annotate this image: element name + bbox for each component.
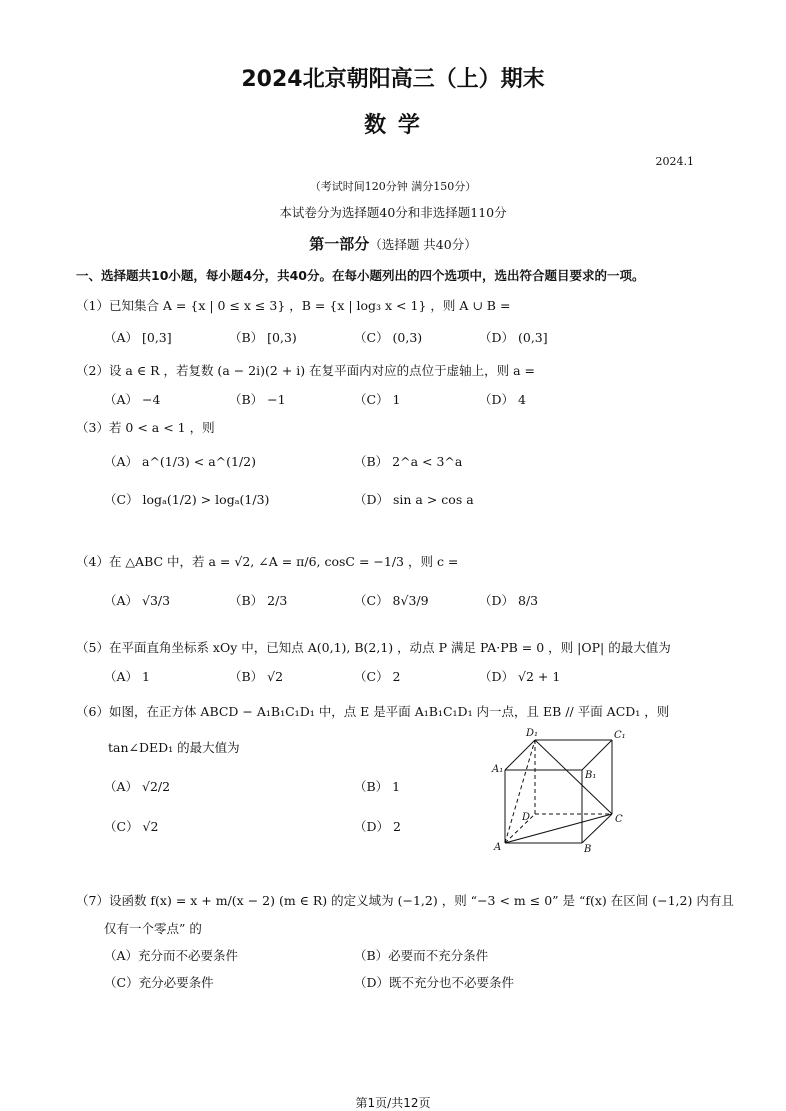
- q3-option-b: （B） 2^a < 3^a: [354, 454, 463, 469]
- q3-option-c: （C） logₐ(1/2) > logₐ(1/3): [104, 492, 270, 507]
- label-a: A: [494, 842, 502, 853]
- q2-option-b: （B） −1: [229, 392, 286, 407]
- q2-option-a: （A） −4: [104, 392, 161, 407]
- edge-b1c1: [582, 740, 612, 770]
- label-d1: D₁: [526, 728, 539, 739]
- question-7-stem-continued: 仅有一个零点” 的: [104, 921, 202, 936]
- q4-option-b: （B） 2/3: [229, 593, 288, 608]
- question-6-stem: （6）如图，在正方体 ABCD − A₁B₁C₁D₁ 中，点 E 是平面 A₁B₁C₁D₁ 内一点，且 EB // 平面 ACD₁ ，则: [76, 704, 670, 719]
- q7-option-a: （A）充分而不必要条件: [104, 948, 239, 963]
- part-subtitle: （选择题 共40分）: [369, 237, 477, 252]
- q1-option-d: （D） (0,3]: [479, 330, 548, 345]
- question-3-stem: （3）若 0 < a < 1 ，则: [76, 420, 215, 435]
- q6-option-d: （D） 2: [354, 819, 401, 834]
- q1-option-b: （B） [0,3): [229, 330, 297, 345]
- page-footer: 第1页/共12页: [355, 1096, 431, 1110]
- q1-option-a: （A） [0,3]: [104, 330, 172, 345]
- q2-option-d: （D） 4: [479, 392, 526, 407]
- label-a1: A₁: [492, 764, 504, 775]
- label-b1: B₁: [585, 770, 597, 781]
- time-note: （考试时间120分钟 满分150分）: [309, 180, 477, 193]
- q2-option-c: （C） 1: [354, 392, 401, 407]
- q1-option-c: （C） (0,3): [354, 330, 423, 345]
- label-d: D: [522, 812, 531, 823]
- question-2-stem: （2）设 a ∈ R ，若复数 (a − 2i)(2 + i) 在复平面内对应的点位于虚轴上，则 a =: [76, 363, 535, 378]
- exam-date: 2024.1: [655, 155, 694, 168]
- subject-title: 数 学: [364, 113, 422, 138]
- q7-option-d: （D）既不充分也不必要条件: [354, 975, 515, 990]
- q6-option-a: （A） √2/2: [104, 779, 171, 794]
- question-6-stem-continued: tan∠DED₁ 的最大值为: [108, 740, 240, 755]
- label-c: C: [615, 814, 623, 825]
- q4-option-d: （D） 8/3: [479, 593, 539, 608]
- exam-title: 2024北京朝阳高三（上）期末: [241, 67, 545, 92]
- q5-option-c: （C） 2: [354, 669, 401, 684]
- q7-option-b: （B）必要而不充分条件: [354, 948, 489, 963]
- question-5-stem: （5）在平面直角坐标系 xOy 中，已知点 A(0,1), B(2,1) ，动点 P 满足 PA·PB = 0 ，则 |OP| 的最大值为: [76, 640, 671, 655]
- q4-option-a: （A） √3/3: [104, 593, 171, 608]
- q5-option-b: （B） √2: [229, 669, 284, 684]
- exam-intro: 本试卷分为选择题40分和非选择题110分: [279, 205, 507, 220]
- question-1-stem: （1）已知集合 A = {x | 0 ≤ x ≤ 3} ，B = {x | log₃ x < 1} ，则 A ∪ B =: [76, 298, 511, 313]
- cube-figure: [490, 726, 640, 860]
- q4-option-c: （C） 8√3/9: [354, 593, 429, 608]
- question-7-stem: （7）设函数 f(x) = x + m/(x − 2) (m ∈ R) 的定义域为 (−1,2) ，则 “−3 < m ≤ 0” 是 “f(x) 在区间 (−1,2) 内有且: [76, 893, 734, 908]
- q5-option-a: （A） 1: [104, 669, 150, 684]
- q6-option-c: （C） √2: [104, 819, 159, 834]
- part-heading: [0, 233, 786, 254]
- q7-option-c: （C）充分必要条件: [104, 975, 214, 990]
- q3-option-a: （A） a^(1/3) < a^(1/2): [104, 454, 257, 469]
- cube-diagram: [490, 726, 640, 856]
- label-b: B: [584, 844, 592, 855]
- part-title: 第一部分: [309, 235, 370, 253]
- section-instructions: 一、选择题共10小题，每小题4分，共40分。在每小题列出的四个选项中，选出符合题目要求的一项。: [76, 268, 645, 283]
- q5-option-d: （D） √2 + 1: [479, 669, 561, 684]
- question-4-stem: （4）在 △ABC 中，若 a = √2, ∠A = π/6, cosC = −1/3 ，则 c =: [76, 554, 459, 569]
- q3-option-d: （D） sin a > cos a: [354, 492, 474, 507]
- q6-option-b: （B） 1: [354, 779, 401, 794]
- label-c1: C₁: [614, 730, 626, 741]
